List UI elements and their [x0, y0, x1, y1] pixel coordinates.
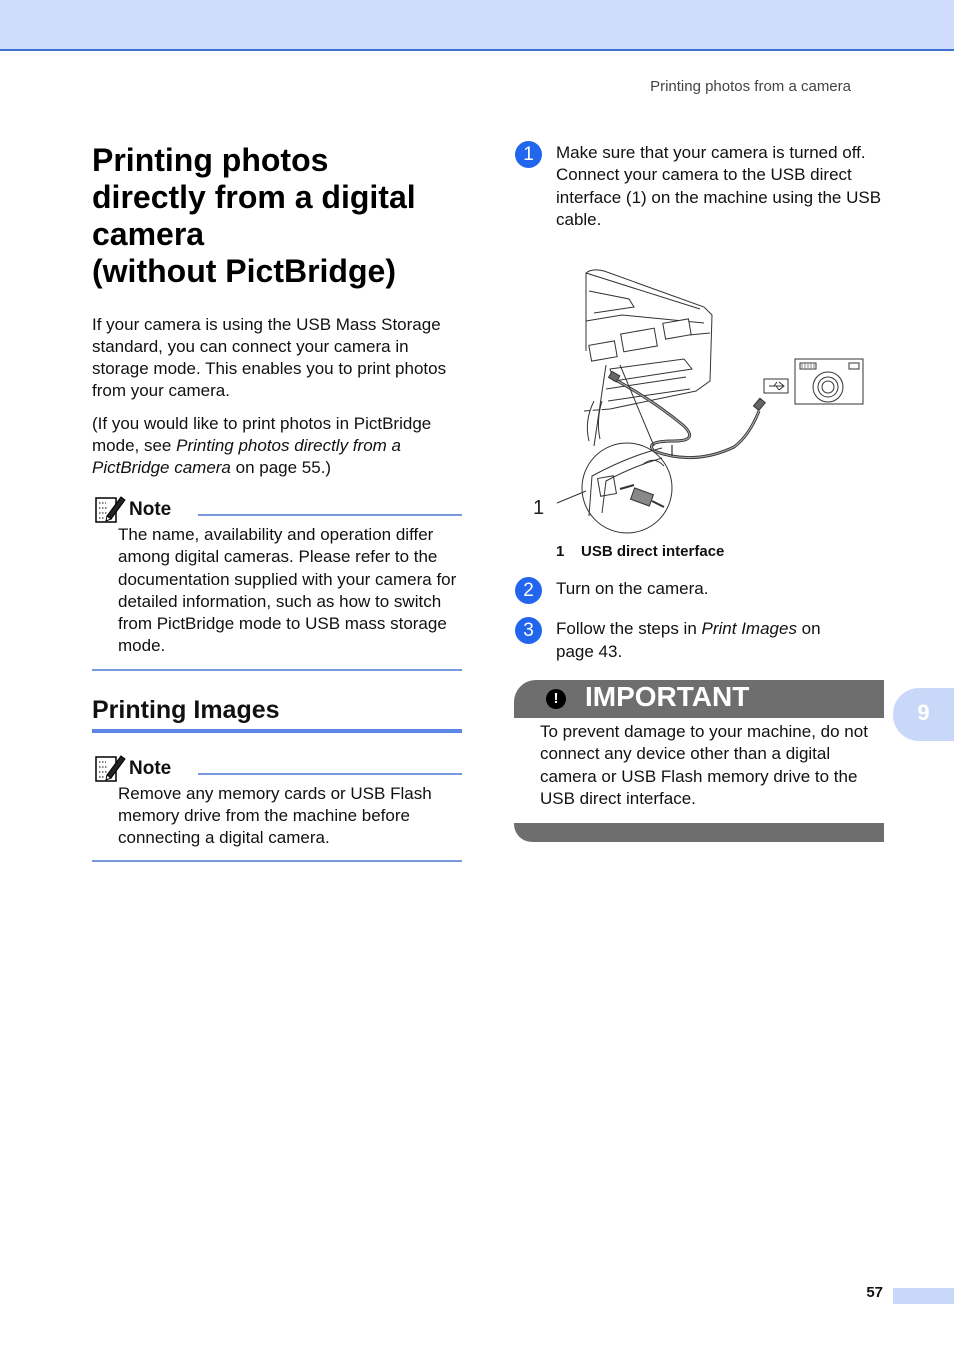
step-page: on page 43. [556, 619, 821, 661]
printer-camera-illustration [514, 251, 884, 551]
header-band [0, 0, 954, 51]
note-box [92, 494, 462, 671]
right-column [514, 142, 884, 842]
note-bottom-rule [92, 669, 462, 671]
important-footer-bar [514, 823, 884, 842]
caption-text: USB direct interface [581, 543, 725, 561]
warning-icon: ! [546, 689, 566, 709]
important-header [514, 680, 884, 718]
note-rule [198, 514, 462, 516]
running-title: Printing photos from a camera [650, 78, 851, 95]
step-link[interactable]: Print Images [701, 619, 797, 639]
step-number-badge: 2 [515, 577, 542, 604]
title-line: camera [92, 216, 205, 252]
note-header [92, 494, 462, 524]
caption-number: 1 [556, 543, 565, 561]
page-number-bar [893, 1288, 954, 1304]
note-title: Note [129, 757, 172, 779]
usb-connection-figure [514, 251, 884, 551]
note-rule [198, 773, 462, 775]
note-pencil-icon [94, 494, 126, 524]
step-number-badge: 3 [515, 617, 542, 644]
title-line: (without PictBridge) [92, 253, 396, 289]
note-pencil-icon [94, 753, 126, 783]
important-body: To prevent damage to your machine, do not connect any device other than a digital camera or USB Flash memory drive to the USB direct interface. [540, 722, 868, 808]
note-body: The name, availability and operation differ among digital cameras. Please refer to the documentation supplied with your camera for detailed information, such as how to switch from PictBridge mode to USB mass storage mode. [118, 525, 457, 656]
step-text: Turn on the camera. [556, 579, 709, 599]
step-number-badge: 1 [515, 141, 542, 168]
note-box [92, 753, 462, 862]
title-line: directly from a digital [92, 179, 416, 215]
title-line: Printing photos [92, 142, 329, 178]
usb-symbol-icon [764, 379, 788, 393]
section-rule [92, 729, 462, 733]
figure-callout-label: 1 [533, 497, 545, 520]
chapter-tab: 9 [893, 688, 954, 741]
page-title [92, 142, 462, 290]
left-column [92, 142, 462, 862]
note-title: Note [129, 499, 172, 520]
printer-icon [584, 270, 712, 441]
step-1 [514, 142, 884, 231]
page-number: 57 [866, 1284, 883, 1301]
intro-paragraph: If your camera is using the USB Mass Storage standard, you can connect your camera in storage mode. This enables you to print photos from your camera. [92, 315, 447, 400]
camera-icon [795, 359, 863, 404]
note-header [92, 753, 462, 783]
see-also-text: (If you would like to print photos in PictBridge mode, see [92, 414, 432, 455]
step-3 [514, 618, 884, 663]
step-2 [514, 578, 884, 600]
important-title: IMPORTANT [585, 681, 750, 713]
step-text: Make sure that your camera is turned off. Connect your camera to the USB direct interface (1) on the machine using the USB cable. [556, 143, 882, 229]
see-also-page: on page 55.) [230, 458, 332, 477]
see-also-paragraph [92, 413, 462, 479]
note-body: Remove any memory cards or USB Flash memory drive from the machine before connecting a digital camera. [118, 783, 432, 848]
important-box [514, 680, 884, 842]
see-also-link[interactable]: Printing photos directly from a PictBridge camera [92, 436, 401, 477]
section-title: Printing Images [92, 695, 280, 724]
step-text: Follow the steps in [556, 619, 702, 639]
note-bottom-rule [92, 860, 462, 862]
